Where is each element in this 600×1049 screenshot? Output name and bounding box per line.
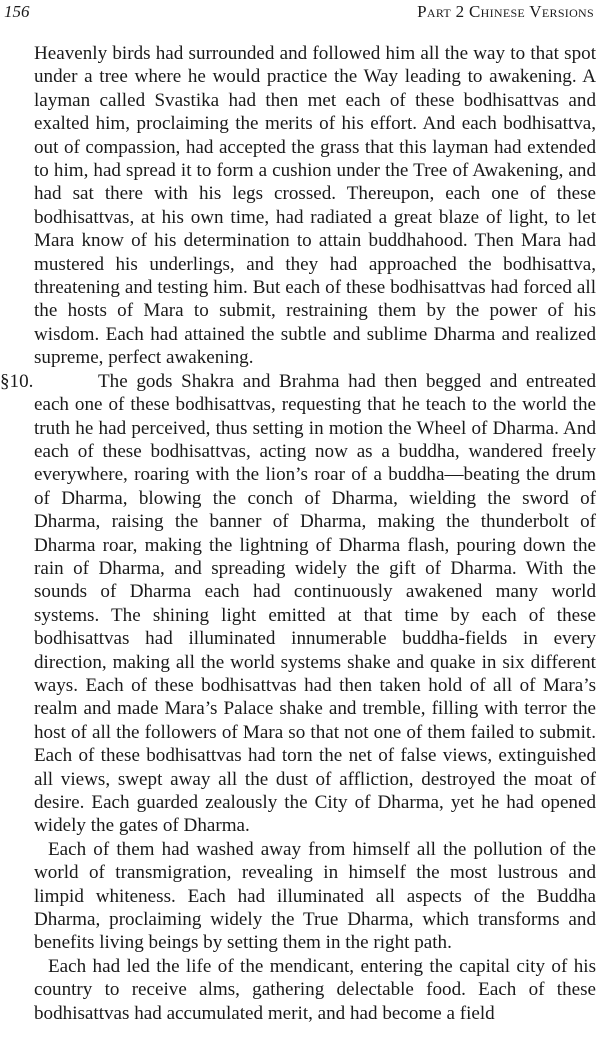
page-number: 156 [4, 2, 30, 21]
paragraph-1: Heavenly birds had surrounded and followed him all the way to that spot under a tree where he would practice the Way leading to awakening. A layman called Svastika had then met each of these bodhisattvas and exalted him, proclaiming the merits of his effort. And each bodhisattva, out of compassion, had accepted the grass that this layman had extended to him, had spread it to form a cushion under the Tree of Awakening, and had sat there with his legs crossed. Thereupon, each one of these bodhisattvas, at his own time, had radiated a great blaze of light, to let Mara know of his determination to attain buddhahood. Then Mara had mustered his underlings, and they had approached the bodhisattva, threatening and testing him. But each of these bodhisattvas had forced all the hosts of Mara to submit, restraining them by the power of his wisdom. Each had attained the subtle and sublime Dharma and realized supreme, perfect awakening. [34, 43, 596, 369]
section-10 [0, 370, 596, 838]
page-header [0, 0, 600, 28]
paragraph-4: Each had led the life of the mendicant, entering the capital city of his country to receive alms, gathering delectable food. Each of these bodhisattvas had accumulated merit, and had become a field [34, 955, 596, 1024]
running-head: Part 2 Chinese Versions [417, 2, 594, 21]
paragraph-3: Each of them had washed away from himself all the pollution of the world of transmigration, revealing in himself the most lustrous and limpid whiteness. Each had illuminated all aspects of the Buddha Dharma, proclaiming widely the True Dharma, which transforms and benefits living beings by setting them in the right path. [34, 838, 596, 954]
paragraph-2: The gods Shakra and Brahma had then begged and entreated each one of these bodhisattvas, requesting that he teach to the world the truth he had perceived, thus setting in motion the Wheel of Dharma. And each of these bodhisattvas, acting now as a buddha, wandered freely everywhere, roaring with the lion’s roar of a buddha—beating the drum of Dharma, blowing the conch of Dharma, wielding the sword of Dharma, raising the banner of Dharma, making the thunderbolt of Dharma roar, making the lightning of Dharma flash, pouring down the rain of Dharma, and spreading widely the gift of Dharma. With the sounds of Dharma each had continuously awakened many world systems. The shining light emitted at that time by each of these bodhisattvas had illuminated innumerable buddha-fields in every direction, making all the world systems shake and quake in six different ways. Each of these bodhisattvas had then taken hold of all of Mara’s realm and made Mara’s Palace shake and tremble, filling with terror the host of all the followers of Mara so that not one of them failed to submit. Each of these bodhisattvas had torn the net of false views, extinguished all views, swept away all the dust of affliction, destroyed the moat of desire. Each guarded zealously the City of Dharma, yet he had opened widely the gates of Dharma. [34, 370, 596, 837]
section-mark: §10. [0, 370, 34, 392]
page-body [0, 42, 596, 1025]
